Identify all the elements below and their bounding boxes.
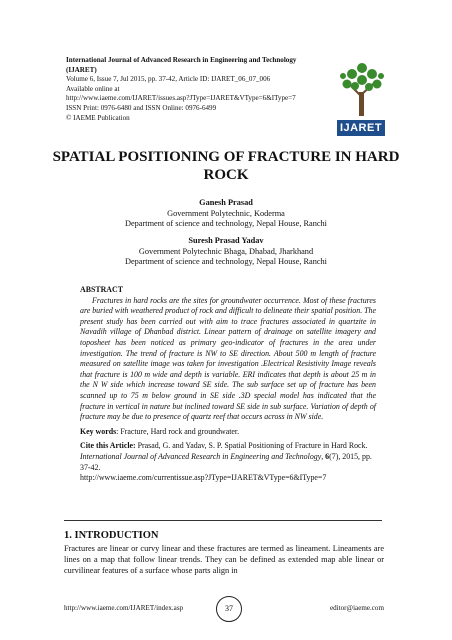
journal-title: International Journal of Advanced Research in Engineering and Technology — [66, 56, 297, 64]
journal-header — [66, 56, 346, 123]
keywords-label: Key words — [80, 426, 117, 436]
author-affiliation: Department of science and technology, Nepal House, Ranchi — [125, 257, 327, 266]
issue-url[interactable]: http://www.iaeme.com/IJARET/issues.asp?JType=IJARET&VType=6&IType=7 — [66, 94, 296, 103]
cite-journal: International Journal of Advanced Research in Engineering and Technology — [80, 451, 322, 461]
introduction-section — [64, 529, 384, 576]
available-online: Available online at — [66, 84, 120, 93]
tree-icon — [337, 56, 387, 120]
author-name: Ganesh Prasad — [199, 198, 253, 207]
intro-body: Fractures are linear or curvy linear and these fractures are termed as lineament. Lineaments are lines on a map that follow linear trends. They can be defined as extended map able linear or curvilinear features of a surface whose parts align in — [64, 544, 384, 575]
author-affiliation: Government Polytechnic, Koderma — [167, 208, 285, 218]
section-divider — [64, 520, 382, 521]
ijaret-logo — [337, 56, 387, 136]
abstract-body: Fractures in hard rocks are the sites for groundwater occurrence. Most of these fractures are buried with weathered product of rock and difficult to delineate their spatial position. The present study has been carried out with aim to trace fractures associated in quartzite in Navadih village of Dhanbad district. Linear pattern of drainage on satellite imagery and toposheet has been noticed as primary geo-indicator of fractures in the area under investigation. The trend of fracture is NW to SE direction. About 500 m length of fracture measured on satellite image was taken for investigation .Electrical Resistivity Image reveals that fracture is 100 m wide and depth is variable. ERI indicates that depth is about 25 m in the N W side which increase toward SE side. The sub surface set up of fracture has been scanned up to 75 m below ground in SE side .3D special model has indicated that the fracture in vertical in nature but inclined toward SE side in sub surface. Variation of depth of fracture may be due to presence of quartz reef that occurs across in NW side. — [80, 295, 376, 422]
page-footer — [64, 596, 384, 622]
logo-wordmark: IJARET — [337, 120, 385, 136]
abstract-section — [80, 285, 376, 484]
author-block-1 — [40, 198, 412, 230]
issn-line: ISSN Print: 0976-6480 and ISSN Online: 0976-6499 — [66, 103, 217, 112]
cite-issue: (7), 2015, pp. 37-42. — [80, 451, 372, 472]
author-affiliation: Department of science and technology, Nepal House, Ranchi — [125, 219, 327, 228]
cite-authors: Prasad, G. and Yadav, S. P. Spatial Positioning of Fracture in Hard Rock. — [135, 441, 368, 451]
author-affiliation: Government Polytechnic Bhaga, Dhabad, Jharkhand — [138, 246, 314, 256]
footer-email[interactable]: editor@iaeme.com — [330, 604, 384, 612]
journal-abbr: (IJARET) — [66, 65, 97, 74]
paper-title: SPATIAL POSITIONING OF FRACTURE IN HARD ROCK — [52, 149, 400, 183]
intro-heading: 1. INTRODUCTION — [64, 530, 159, 541]
volume-line: Volume 6, Issue 7, Jul 2015, pp. 37-42, Article ID: IJARET_06_07_006 — [66, 75, 271, 84]
cite-volume: 6 — [325, 451, 330, 461]
author-name: Suresh Prasad Yadav — [188, 236, 264, 245]
tree-leaves — [340, 63, 384, 91]
author-block-2 — [40, 236, 412, 268]
cite-url[interactable]: http://www.iaeme.com/currentissue.asp?JType=IJARET&VType=6&IType=7 — [80, 473, 327, 483]
copyright-line: © IAEME Publication — [66, 113, 130, 122]
page-number: 37 — [216, 596, 242, 622]
citation: Cite this Article: Prasad, G. and Yadav, S. P. Spatial Positioning of Fracture in Hard Rock. International Journal of Advanced Research in Engineering and Technology, 6(7), 2015, pp. 37-42. http://www.iaeme.com/currentissue.asp?JType=IJARET&VType=6&IType=7 — [80, 441, 372, 483]
footer-url[interactable]: http://www.iaeme.com/IJARET/index.asp — [64, 604, 184, 612]
keywords — [80, 427, 376, 438]
keywords-text: : Fracture, Hard rock and groundwater. — [116, 426, 240, 436]
cite-label: Cite this Article: — [80, 441, 136, 451]
abstract-heading: ABSTRACT — [80, 285, 123, 294]
